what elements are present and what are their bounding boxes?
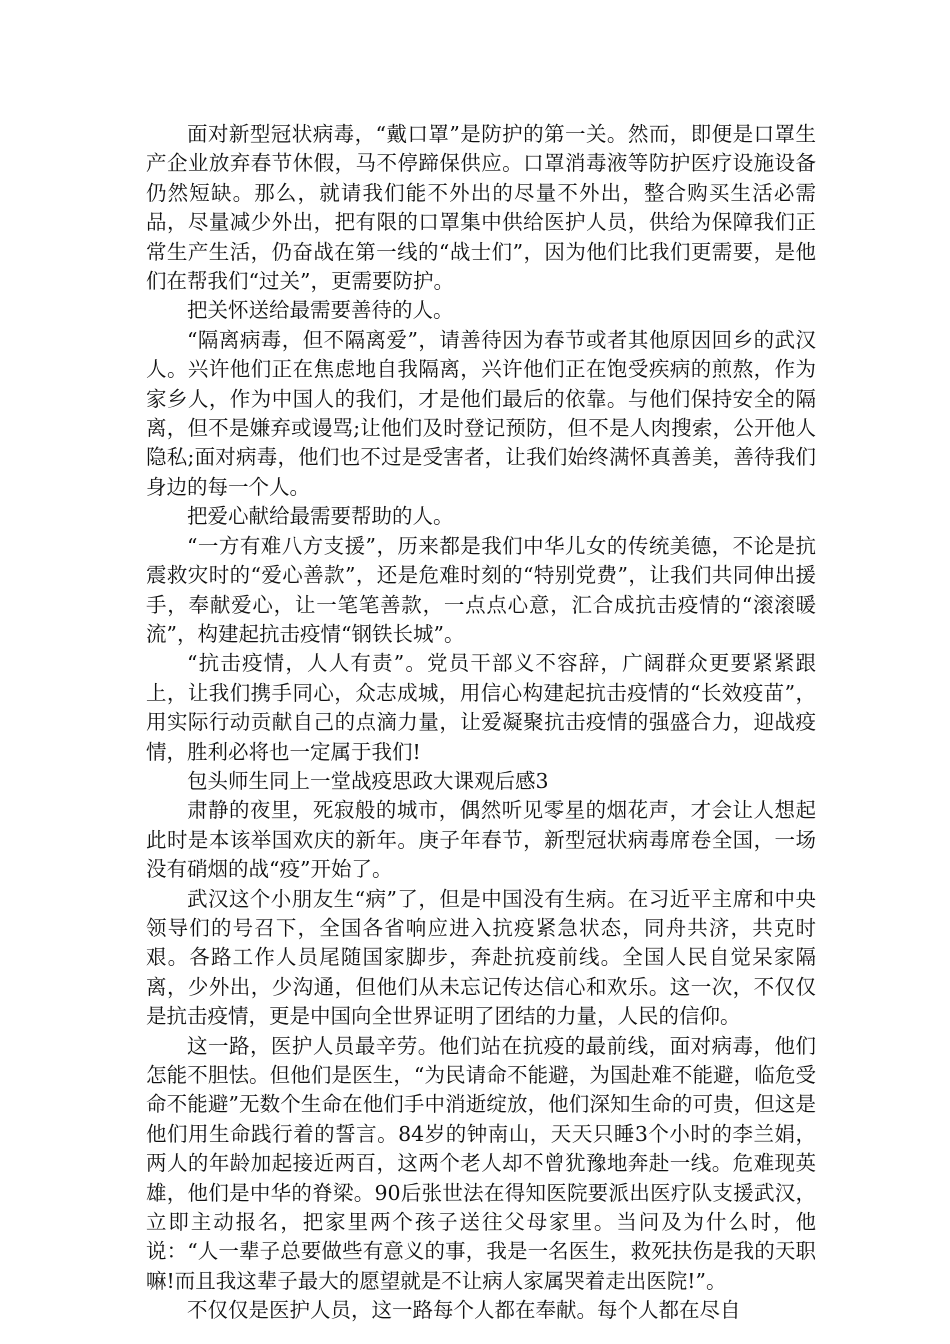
section-title: 包头师生同上一堂战疫思政大课观后感3 (187, 768, 549, 793)
paragraph-support: “一方有难八方支援”，历来都是我们中华儿女的传统美德，不论是抗震救灾时的“爱心善款”，还是危难时刻的“特别党费”，让我们共同伸出援手，奉献爱心，让一笔笔善款，一点点心意，汇合成抗击疫情的“滚滚暖流”，构建起抗击疫情“钢铁长城”。 (146, 533, 816, 646)
paragraph-love-heading: 把爱心献给最需要帮助的人。 (187, 504, 454, 529)
paragraph-medical-staff: 这一路，医护人员最辛劳。他们站在抗疫的最前线，面对病毒，他们怎能不胆怯。但他们是医生，“为民请命不能避，为国赴难不能避，临危受命不能避”无数个生命在他们手中消逝绽放，他们深知生命的可贵，但这是他们用生命践行着的誓言。84岁的钟南山，天天只睡3个小时的李兰娟，两人的年龄加起接近两百，这两个老人却不曾犹豫地奔赴一线。危难现英雄，他们是中华的脊梁。90后张世法在得知医院要派出医疗队支援武汉，立即主动报名，把家里两个孩子送往父母家里。当问及为什么时，他说：“人一辈子总要做些有意义的事，我是一名医生，救死扶伤是我的天职嘛!而且我这辈子最大的愿望就是不让病人家属哭着走出医院!”。 (146, 1033, 816, 1293)
paragraph-night: 肃静的夜里，死寂般的城市，偶然听见零星的烟花声，才会让人想起此时是本该举国欢庆的新年。庚子年春节，新型冠状病毒席卷全国，一场没有硝烟的战“疫”开始了。 (146, 798, 816, 882)
paragraph-wuhan: 武汉这个小朋友生“病”了，但是中国没有生病。在习近平主席和中央领导们的号召下，全国各省响应进入抗疫紧急状态，同舟共济，共克时艰。各路工作人员尾随国家脚步，奔赴抗疫前线。全国人民自觉呆家隔离，少外出，少沟通，但他们从未忘记传达信心和欢乐。这一次，不仅仅是抗击疫情，更是中国向全世界证明了团结的力量，人民的信仰。 (146, 886, 816, 1029)
paragraph-masks: 面对新型冠状病毒，“戴口罩”是防护的第一关。然而，即便是口罩生产企业放弃春节休假，马不停蹄保供应。口罩消毒液等防护医疗设施设备仍然短缺。那么，就请我们能不外出的尽量不外出，整合购买生活必需品，尽量减少外出，把有限的口罩集中供给医护人员，供给为保障我们正常生产生活，仍奋战在第一线的“战士们”，因为他们比我们更需要，是他们在帮我们“过关”，更需要防护。 (146, 122, 816, 294)
paragraph-isolation: “隔离病毒，但不隔离爱”，请善待因为春节或者其他原因回乡的武汉人。兴许他们正在焦虑地自我隔离，兴许他们正在饱受疾病的煎熬，作为家乡人，作为中国人的我们，才是他们最后的依靠。与他们保持安全的隔离，但不是嫌弃或谩骂;让他们及时登记预防，但不是人肉搜索，公开他人隐私;面对病毒，他们也不过是受害者，让我们始终满怀真善美，善待我们身边的每一个人。 (146, 327, 816, 499)
document-body (146, 120, 816, 1326)
paragraph-responsibility: “抗击疫情，人人有责”。党员干部义不容辞，广阔群众更要紧紧跟上，让我们携手同心，众志成城，用信心构建起抗击疫情的“长效疫苗”，用实际行动贡献自己的点滴力量，让爱凝聚抗击疫情的强盛合力，迎战疫情，胜利必将也一定属于我们! (146, 651, 816, 764)
paragraph-everyone: 不仅仅是医护人员，这一路每个人都在奉献。每个人都在尽自 (187, 1298, 741, 1323)
paragraph-care-heading: 把关怀送给最需要善待的人。 (187, 298, 454, 323)
